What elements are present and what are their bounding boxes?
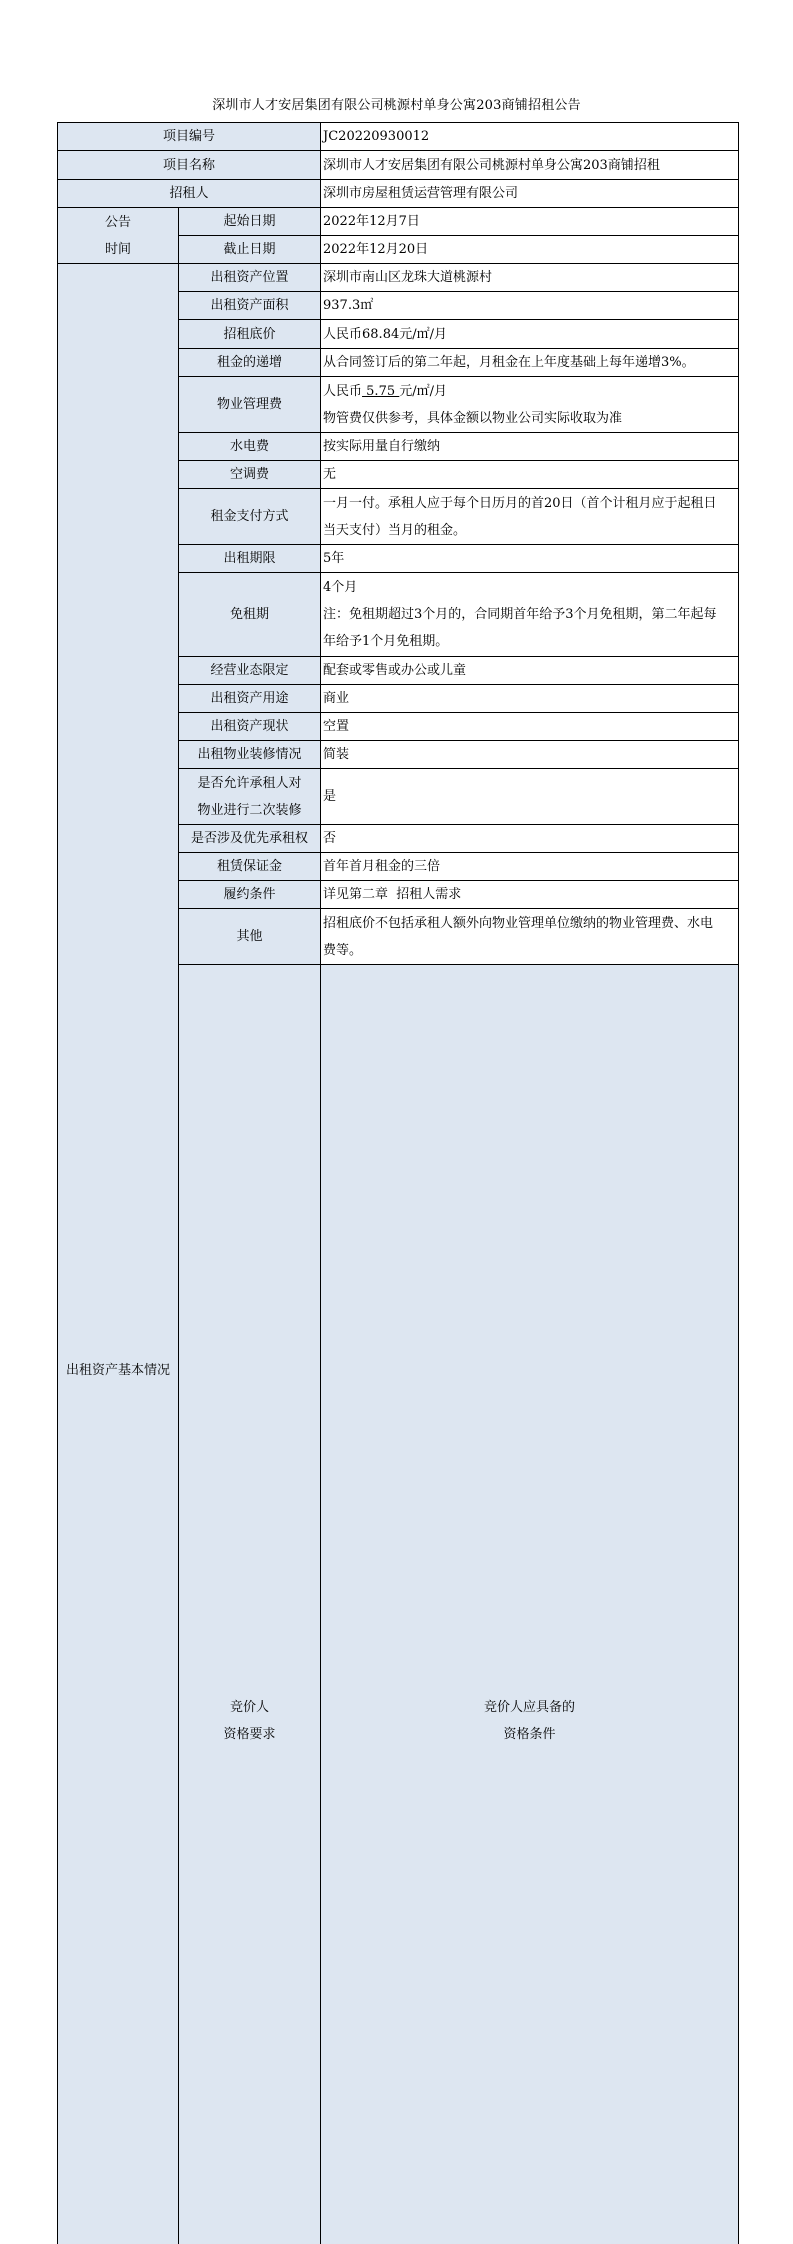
free-period-value <box>321 573 739 657</box>
project-name-value: 深圳市人才安居集团有限公司桃源村单身公寓203商铺招租 <box>321 151 739 180</box>
notice-time-group-label <box>58 208 179 264</box>
end-date-value: 2022年12月20日 <box>321 236 739 264</box>
status-label: 出租资产现状 <box>179 713 321 741</box>
bidder-group-label <box>179 965 321 2244</box>
business-type-value: 配套或零售或办公或儿童 <box>321 657 739 685</box>
rent-increase-value: 从合同签订后的第二年起，月租金在上年度基础上每年递增3%。 <box>321 349 739 377</box>
priority-lease-label: 是否涉及优先承租权 <box>179 825 321 853</box>
secondary-decoration-label-line2: 物业进行二次装修 <box>181 797 318 824</box>
deposit-value: 首年首月租金的三倍 <box>321 853 739 881</box>
base-price-label: 招租底价 <box>179 320 321 349</box>
row-notice-start <box>58 208 739 236</box>
property-fee-amount: 5.75 <box>362 384 399 399</box>
performance-label: 履约条件 <box>179 881 321 909</box>
property-fee-prefix: 人民币 <box>323 384 362 399</box>
ac-fee-label: 空调费 <box>179 461 321 489</box>
secondary-decoration-label <box>179 769 321 825</box>
notice-time-line1: 公告 <box>60 209 176 236</box>
bidder-qualification-label-line2: 资格条件 <box>323 1721 736 1748</box>
notice-time-line2: 时间 <box>60 236 176 263</box>
payment-value <box>321 489 739 545</box>
secondary-decoration-label-line1: 是否允许承租人对 <box>181 770 318 797</box>
property-fee-amount-line <box>323 378 736 405</box>
decoration-value: 简装 <box>321 741 739 769</box>
secondary-decoration-value: 是 <box>321 769 739 825</box>
end-date-label: 截止日期 <box>179 236 321 264</box>
others-line2: 费等。 <box>323 937 736 964</box>
free-period-line3: 年给予1个月免租期。 <box>323 628 736 655</box>
others-line1: 招租底价不包括承租人额外向物业管理单位缴纳的物业管理费、水电 <box>323 910 736 937</box>
free-period-line1: 4个月 <box>323 574 736 601</box>
utilities-value: 按实际用量自行缴纳 <box>321 433 739 461</box>
start-date-label: 起始日期 <box>179 208 321 236</box>
location-value: 深圳市南山区龙珠大道桃源村 <box>321 264 739 292</box>
priority-lease-value: 否 <box>321 825 739 853</box>
payment-line1: 一月一付。承租人应于每个日历月的首20日（首个计租月应于起租日 <box>323 490 736 517</box>
utilities-label: 水电费 <box>179 433 321 461</box>
performance-value: 详见第二章 招租人需求 <box>321 881 739 909</box>
payment-label: 租金支付方式 <box>179 489 321 545</box>
location-label: 出租资产位置 <box>179 264 321 292</box>
lessor-value: 深圳市房屋租赁运营管理有限公司 <box>321 180 739 208</box>
project-no-value: JC20220930012 <box>321 123 739 151</box>
bidder-qualification-label-line1: 竞价人应具备的 <box>323 1694 736 1721</box>
row-project-no <box>58 123 739 151</box>
term-label: 出租期限 <box>179 545 321 573</box>
term-value: 5年 <box>321 545 739 573</box>
ac-fee-value: 无 <box>321 461 739 489</box>
usage-label: 出租资产用途 <box>179 685 321 713</box>
basic-info-group-label: 出租资产基本情况 <box>58 264 179 2244</box>
start-date-value: 2022年12月7日 <box>321 208 739 236</box>
others-value <box>321 909 739 965</box>
business-type-label: 经营业态限定 <box>179 657 321 685</box>
property-fee-value <box>321 377 739 433</box>
lessor-label: 招租人 <box>58 180 321 208</box>
decoration-label: 出租物业装修情况 <box>179 741 321 769</box>
row-location <box>58 264 739 292</box>
rent-increase-label: 租金的递增 <box>179 349 321 377</box>
property-fee-label: 物业管理费 <box>179 377 321 433</box>
document-title: 深圳市人才安居集团有限公司桃源村单身公寓203商铺招租公告 <box>0 94 793 113</box>
deposit-label: 租赁保证金 <box>179 853 321 881</box>
tender-info-table <box>57 122 739 2244</box>
area-value: 937.3㎡ <box>321 292 739 320</box>
row-project-name <box>58 151 739 180</box>
bidder-qualification-label <box>321 965 739 2244</box>
property-fee-note: 物管费仅供参考，具体金额以物业公司实际收取为准 <box>323 405 736 432</box>
row-lessor <box>58 180 739 208</box>
area-label: 出租资产面积 <box>179 292 321 320</box>
payment-line2: 当天支付）当月的租金。 <box>323 517 736 544</box>
status-value: 空置 <box>321 713 739 741</box>
property-fee-suffix: 元/㎡/月 <box>399 384 447 399</box>
usage-value: 商业 <box>321 685 739 713</box>
project-name-label: 项目名称 <box>58 151 321 180</box>
base-price-value: 人民币68.84元/㎡/月 <box>321 320 739 349</box>
free-period-line2: 注：免租期超过3个月的，合同期首年给予3个月免租期，第二年起每 <box>323 601 736 628</box>
others-label: 其他 <box>179 909 321 965</box>
bidder-group-line2: 资格要求 <box>181 1721 318 1748</box>
bidder-group-line1: 竞价人 <box>181 1694 318 1721</box>
free-period-label: 免租期 <box>179 573 321 657</box>
project-no-label: 项目编号 <box>58 123 321 151</box>
